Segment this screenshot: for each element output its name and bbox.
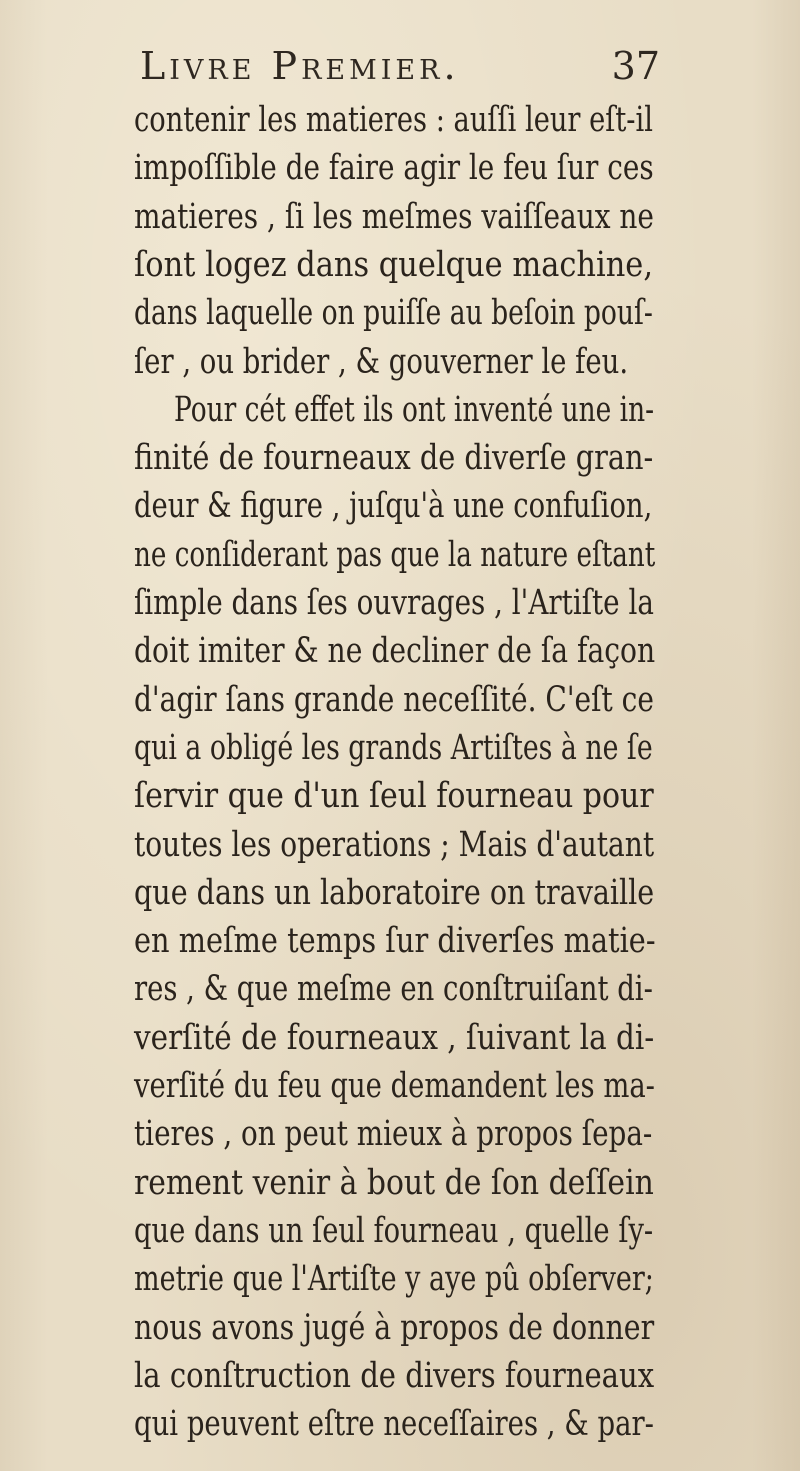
running-head: Livre Premier. [140,44,460,88]
text-line: contenir les matieres : auſſi leur eſt-il [134,100,653,140]
text-line: doit imiter & ne decliner de ſa façon [134,631,656,672]
text-line: verſité du feu que demandent les ma- [134,1066,655,1106]
text-line: rement venir à bout de ſon deſſein [134,1162,654,1203]
text-line: qui a obligé les grands Artiſtes à ne ſe [134,727,653,768]
page-header [140,44,660,96]
text-line: finité de fourneaux de diverſe gran- [134,438,654,479]
text-line: dans laquelle on puiſſe au beſoin pouſ- [134,293,653,334]
text-line: res , & que meſme en conſtruiſant di- [134,969,653,1010]
text-line: toutes les operations ; Mais d'autant [134,824,655,865]
text-line: deur & figure , juſqu'à une confuſion, [134,486,653,527]
text-line: matieres , ſi les meſmes vaiſſeaux ne [134,196,654,237]
text-line: Pour cét effet ils ont inventé une in- [174,389,655,430]
text-line: en meſme temps ſur diverſes matie- [134,921,656,962]
text-line: nous avons jugé à propos de donner [134,1307,655,1348]
text-line: ſervir que d'un ſeul fourneau pour [134,776,654,817]
text-line: que dans un laboratoire on travaille [134,872,655,913]
text-line: d'agir ſans grande neceſſité. C'eſt ce [134,679,654,720]
text-line: impoſſible de faire agir le feu ſur ces [134,148,654,189]
text-line: ſimple dans ſes ouvrages , l'Artiſte la [134,583,654,623]
text-line: verſité de fourneaux , ſuivant la di- [134,1017,655,1058]
text-line: que dans un ſeul fourneau , quelle ſy- [134,1210,654,1251]
text-line: qui peuvent eſtre neceſſaires , & par- [134,1404,654,1445]
text-line: metrie que l'Artiſte y aye pû obſerver; [134,1259,654,1300]
text-line: tieres , on peut mieux à propos ſepa- [134,1114,653,1155]
text-line: ſer , ou brider , & gouverner le feu. [134,341,629,382]
text-line: la conſtruction de divers fourneaux [134,1355,655,1396]
page-number: 37 [611,44,660,88]
text-line: ne conſiderant pas que la nature eſtant [134,534,656,575]
text-line: ſont logez dans quelque machine, [134,244,653,285]
